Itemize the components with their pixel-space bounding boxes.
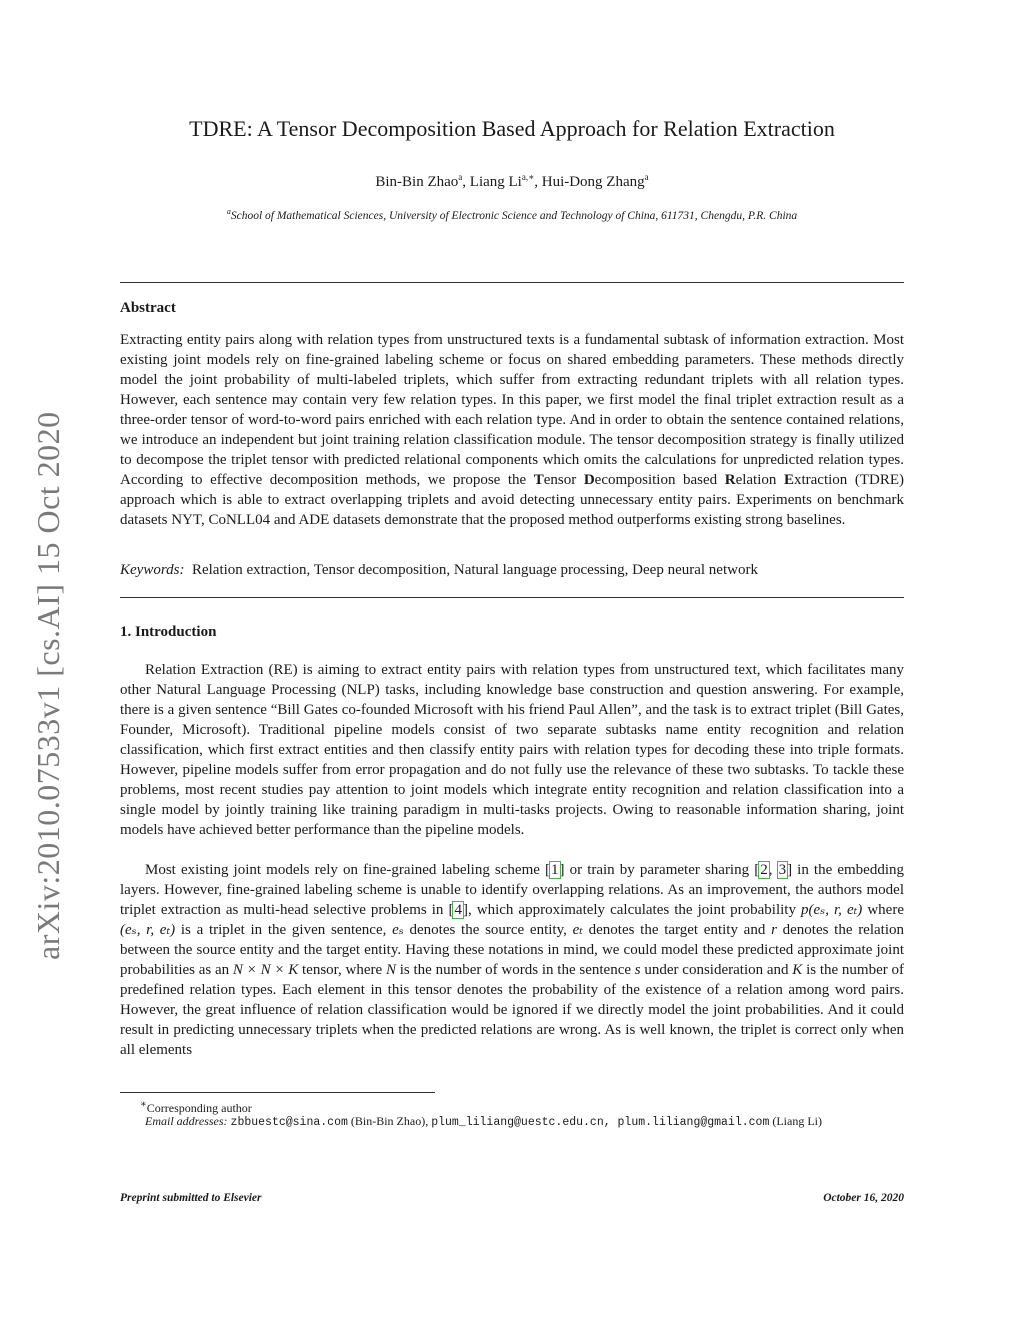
citation-link[interactable]: 2 [760, 862, 768, 878]
acr-letter: T [533, 472, 544, 488]
math-expr: p(eₛ, r, eₜ) [801, 902, 863, 918]
abstract-part: Extracting entity pairs along with relation types from unstructured texts is a fundamental subtask of information extraction. Most existing joint models rely on fine-grained labeling scheme or focus on shared embedding parameters. These methods directly model the joint probability of multi-labeled triplets, which suffer from extracting redundant triplets with all relation types. However, each sentence may contain very few relation types. In this paper, we first model the final triplet extraction result as a three-order tensor of word-to-word pairs enriched with each relation type. And in order to obtain the sentence contained relations, we introduce an independent but joint training relation classification module. The tensor decomposition strategy is finally utilized to decompose the triplet tensor with predicted relational components which omits the calculations for unpredicted relation types. According to effective decomposition methods, we propose the [120, 332, 904, 488]
author-list [0, 172, 1024, 191]
bottom-rule [120, 597, 904, 598]
author-sup: a,∗ [521, 172, 535, 182]
footnote-mark: ∗ [140, 1099, 147, 1110]
math-expr: (eₛ, r, eₜ) [120, 922, 176, 938]
citation-link[interactable]: 4 [454, 902, 462, 918]
email-owner: (Liang Li) [769, 1114, 823, 1128]
keywords-text: Relation extraction, Tensor decomposition, Natural language processing, Deep neural network [191, 562, 758, 578]
email-link[interactable]: zbbuestc@sina.com [230, 1116, 348, 1129]
email-label: Email addresses: [145, 1114, 228, 1128]
acr-rest: ensor [543, 472, 584, 488]
text-run: where [862, 902, 904, 918]
affiliation-text: School of Mathematical Sciences, University of Electronic Science and Technology of China, 611731, Chengdu, P.R. China [230, 209, 798, 222]
text-run: ], which approximately calculates the joint probability [462, 902, 801, 918]
math-expr: s [634, 962, 641, 978]
text-run: denotes the relation between the source entity and the target entity. Having these notations in mind, we could model these predicted approximate joint probabilities as an [120, 922, 905, 978]
intro-paragraph-2 [120, 860, 904, 1060]
abstract-text [120, 330, 904, 530]
acr-letter: R [724, 472, 736, 488]
author-sep: , [534, 174, 542, 190]
text-run: Most existing joint models rely on fine-grained labeling scheme [ [145, 862, 550, 878]
acr-rest: elation [735, 472, 784, 488]
footer-left: Preprint submitted to Elsevier [120, 1192, 262, 1204]
text-run: denotes the source entity, [403, 922, 573, 938]
affiliation [0, 207, 1024, 222]
acr-letter: D [583, 472, 595, 488]
math-expr: r [771, 922, 777, 938]
author-name: Liang Li [469, 174, 522, 190]
footnote-corr: Corresponding author [146, 1101, 252, 1115]
section-heading: 1. Introduction [120, 624, 217, 640]
citation-link[interactable]: 1 [551, 862, 559, 878]
text-run: is the number of words in the sentence [395, 962, 635, 978]
math-expr: eₜ [572, 922, 583, 938]
email-link[interactable]: plum_liliang@uestc.edu.cn, plum.liliang@gmail.com [431, 1116, 770, 1129]
text-run: is the number of predefined relation types. Each element in this tensor denotes the probability of the existence of a relation among word pairs. However, the great influence of relation classification would be ignored if we directly model the joint probabilities. And it could result in predicting unnecessary triplets when the predicted relations are wrong. As is well known, the triplet is correct only when all elements [120, 962, 904, 1058]
author-name: Hui-Dong Zhang [541, 174, 645, 190]
text-run: ] or train by parameter sharing [ [559, 862, 760, 878]
footnote-rule [120, 1092, 435, 1093]
author-sup: a [644, 172, 649, 182]
text-run: tensor, where [298, 962, 386, 978]
acr-rest: ecomposition based [594, 472, 725, 488]
keywords [120, 562, 904, 579]
author-sup: a [458, 172, 463, 182]
acr-rest: xtraction [793, 472, 848, 488]
top-rule [120, 282, 904, 283]
abstract-part: (TDRE) approach which is able to extract overlapping triplets and avoid detecting unnecessary entity pairs. Experiments on benchmark datasets NYT, CoNLL04 and ADE datasets demonstrate that the proposed method outperforms existing strong baselines. [120, 472, 904, 528]
math-expr: K [792, 962, 803, 978]
text-run: under consideration and [640, 962, 793, 978]
footnote-emails [120, 1113, 904, 1131]
math-expr: N [385, 962, 396, 978]
math-expr: N × N × K [232, 962, 299, 978]
arxiv-stamp: arXiv:2010.07533v1 [cs.AI] 15 Oct 2020 [30, 411, 66, 960]
author-name: Bin-Bin Zhao [375, 174, 459, 190]
paper-title: TDRE: A Tensor Decomposition Based Approach for Relation Extraction [189, 116, 835, 141]
author-sep: , [462, 174, 470, 190]
abstract-heading: Abstract [120, 300, 176, 316]
text-run: ] in the embedding layers. However, fine-grained labeling scheme is unable to identify overlapping relations. As an improvement, the authors model triplet extraction as multi-head selective problems in [ [120, 862, 905, 918]
citation-link[interactable]: 3 [778, 862, 787, 878]
acr-letter: E [783, 472, 794, 488]
intro-paragraph-1: Relation Extraction (RE) is aiming to extract entity pairs with relation types from unstructured text, which facilitates many other Natural Language Processing (NLP) tasks, including knowledge base construction and question answering. For example, there is a given sentence “Bill Gates co-founded Microsoft with his friend Paul Allen”, and the task is to extract triplet (Bill Gates, Founder, Microsoft). Traditional pipeline models consist of two separate subtasks name entity recognition and relation classification, which first extract entities and then classify entity pairs with relation types for decoding these into triple formats. However, pipeline models suffer from error propagation and do not fully use the relevance of these two subtasks. To tackle these problems, most recent studies pay attention to joint models which integrate entity recognition and relation classification into a single model by jointly training like training paradigm in multi-tasks projects. Owing to reasonable information sharing, joint models have achieved better performance than the pipeline models. [120, 662, 904, 838]
email-owner: (Bin-Bin Zhao), [347, 1114, 432, 1128]
text-run: , [768, 862, 778, 878]
text-run: is a triplet in the given sentence, [175, 922, 393, 938]
affiliation-sup: a [226, 207, 231, 216]
math-expr: eₛ [392, 922, 404, 938]
text-run: denotes the target entity and [582, 922, 772, 938]
keywords-label: Keywords: [120, 562, 185, 578]
footer-right: October 16, 2020 [823, 1192, 904, 1204]
